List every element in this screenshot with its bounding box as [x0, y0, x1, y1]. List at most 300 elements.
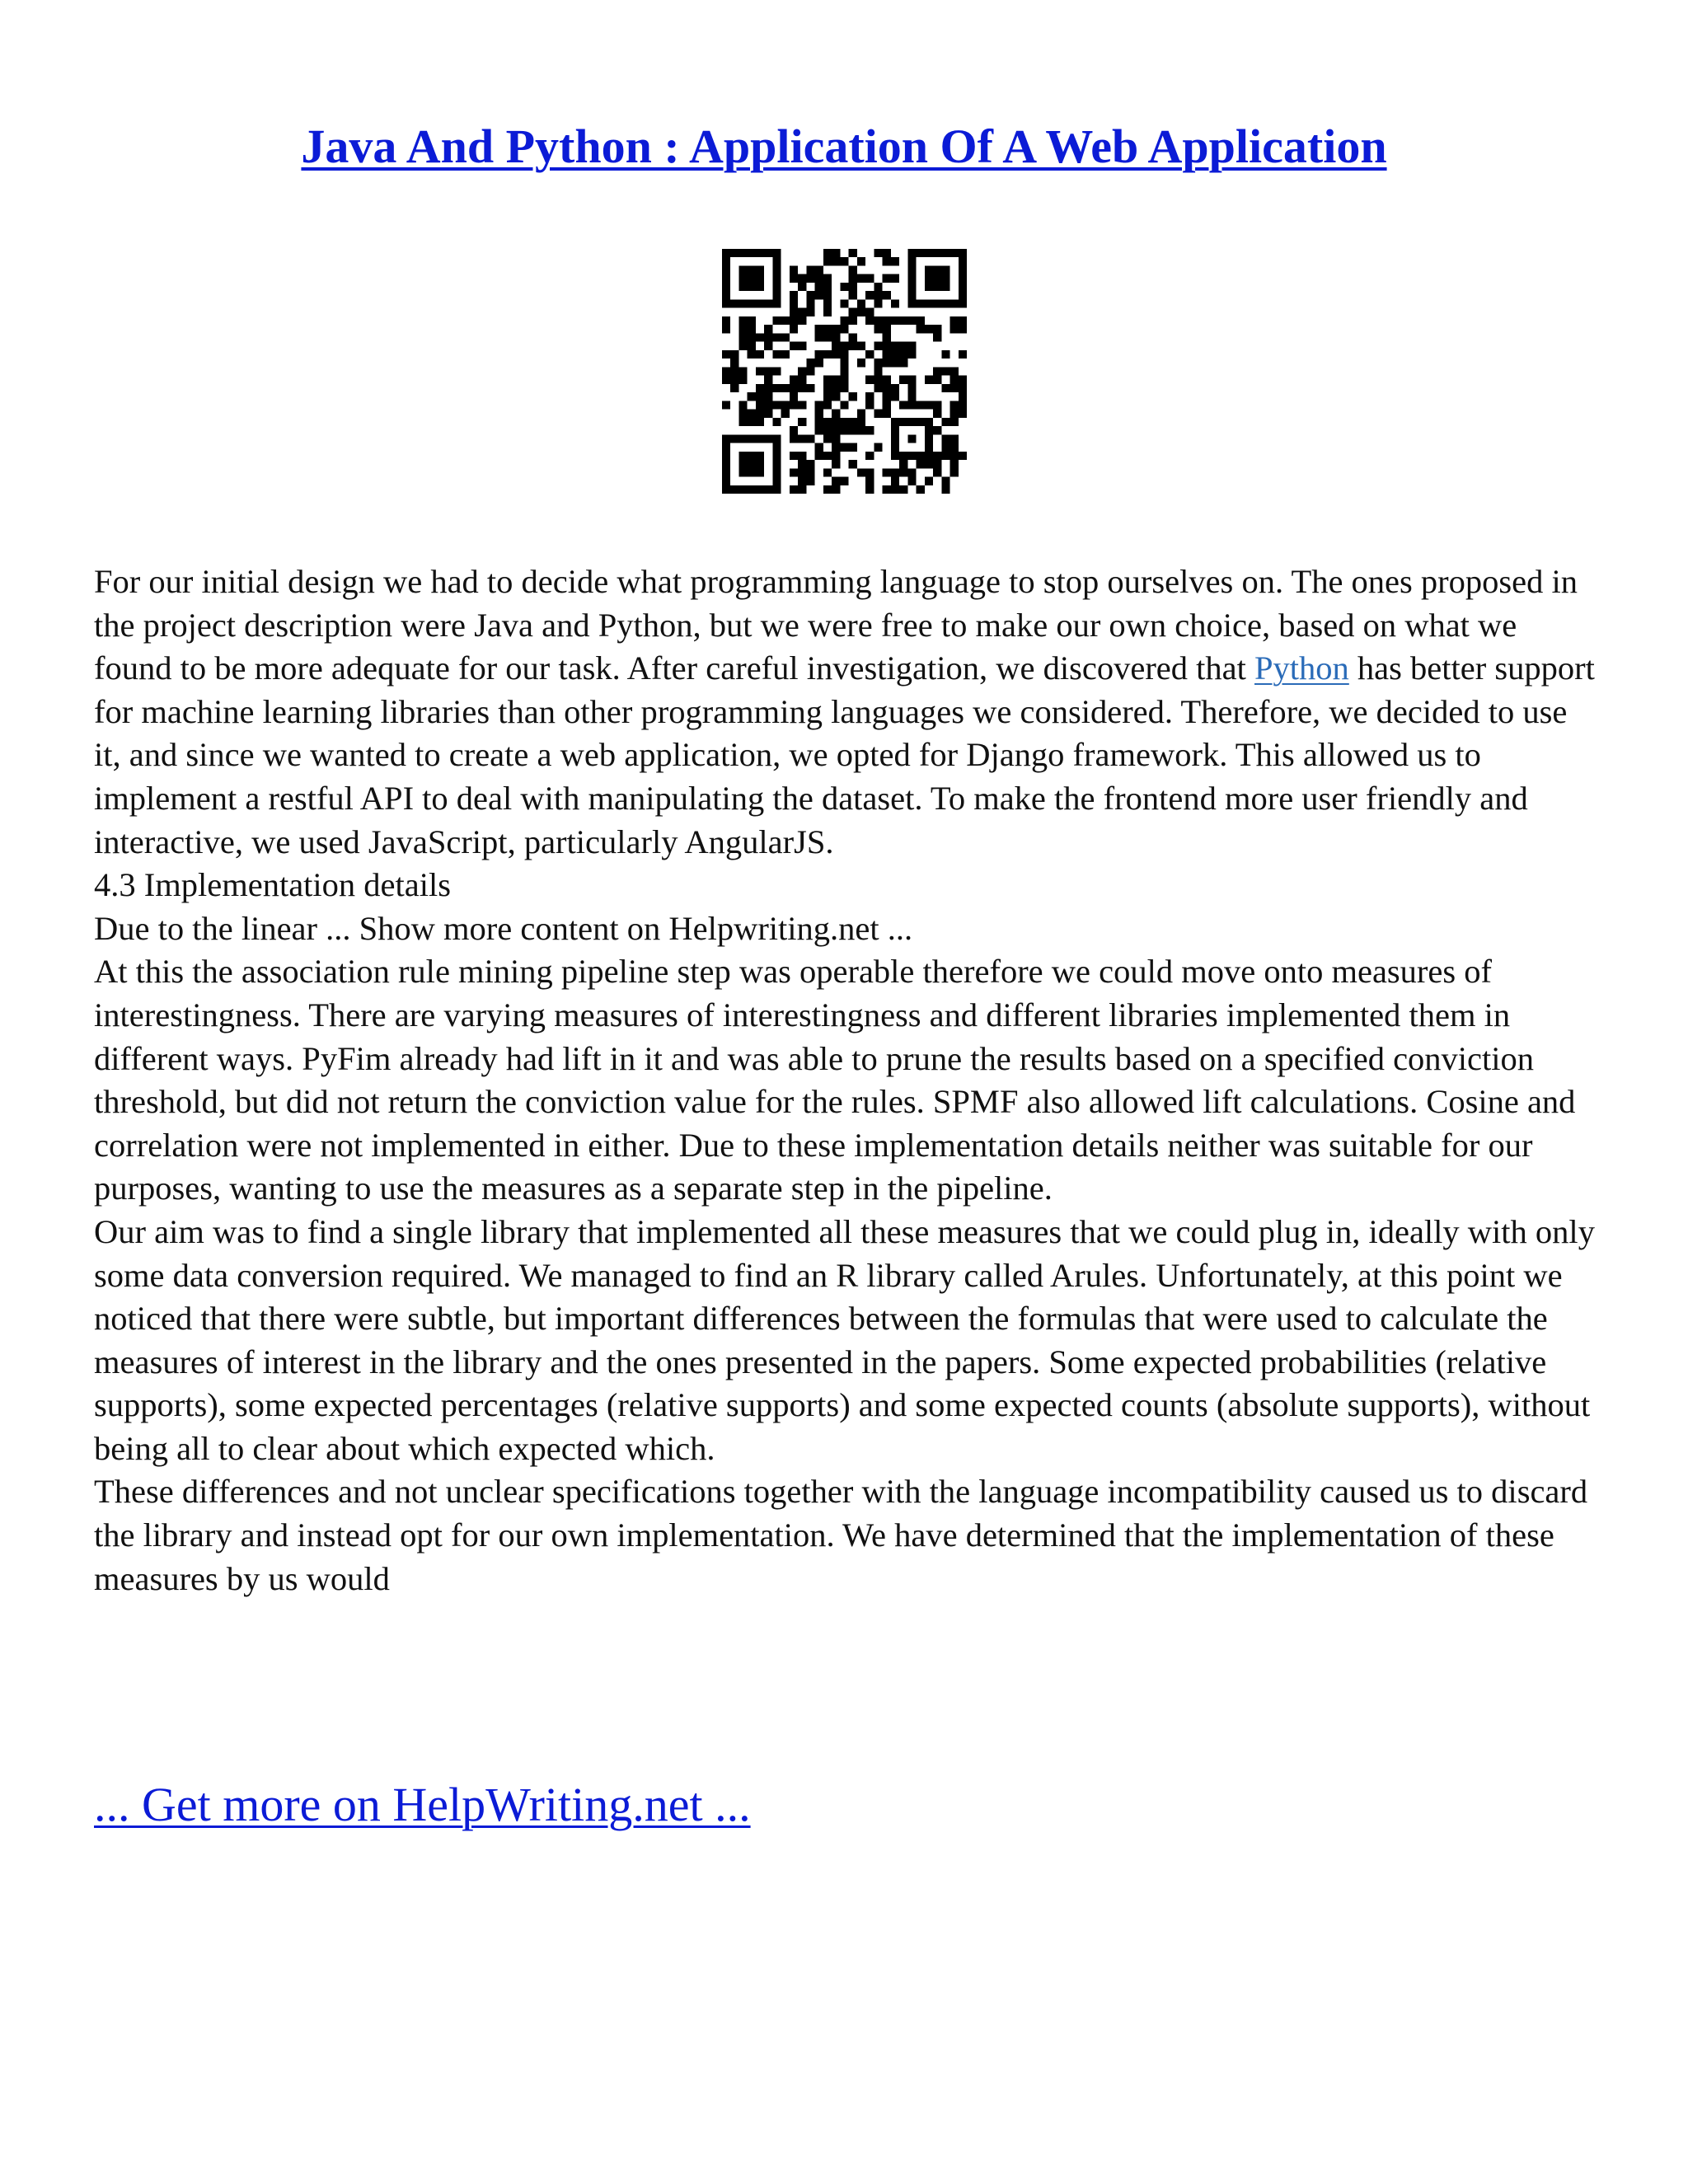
qr-module	[917, 452, 925, 460]
qr-module	[722, 257, 730, 265]
qr-module	[874, 316, 882, 325]
qr-module	[874, 367, 882, 375]
qr-module	[941, 274, 950, 283]
qr-module	[840, 376, 848, 384]
qr-module	[738, 274, 747, 283]
qr-module	[790, 384, 798, 392]
get-more-link[interactable]: ... Get more on HelpWriting.net ...	[94, 1778, 751, 1831]
qr-module	[756, 410, 764, 418]
qr-module	[790, 452, 798, 460]
qr-module	[764, 333, 772, 341]
qr-module	[849, 291, 857, 299]
qr-module	[764, 410, 772, 418]
qr-module	[815, 426, 823, 434]
qr-module	[798, 376, 806, 384]
qr-module	[832, 410, 840, 418]
qr-module	[798, 401, 806, 409]
qr-module	[832, 452, 840, 460]
qr-module	[874, 299, 882, 307]
qr-module	[925, 376, 933, 384]
qr-module	[798, 384, 806, 392]
qr-module	[907, 299, 916, 307]
qr-module	[798, 283, 806, 291]
qr-module	[790, 265, 798, 274]
qr-code-icon	[722, 249, 967, 494]
qr-module	[857, 359, 865, 367]
qr-module	[899, 350, 907, 359]
get-more-container	[94, 1774, 751, 1836]
qr-module	[748, 316, 756, 325]
qr-module	[849, 316, 857, 325]
qr-module	[899, 359, 907, 367]
qr-module	[941, 299, 950, 307]
qr-module	[950, 460, 959, 468]
qr-module	[823, 308, 832, 316]
qr-module	[738, 460, 747, 468]
qr-module	[907, 265, 916, 274]
qr-module	[772, 274, 781, 283]
qr-module	[798, 434, 806, 443]
qr-module	[790, 316, 798, 325]
qr-module	[722, 485, 730, 494]
qr-module	[764, 342, 772, 350]
paragraph-intro-text-2: has better support for machine learning libraries than other programming languages we considered. Therefore, we decided to use it, and since we wanted to create a web application, we opted for Django framework. This allowed us to implement a restful API to deal with manipulating the dataset. To make the frontend more user friendly and interactive, we used JavaScript, particularly AngularJS.	[94, 649, 1595, 860]
qr-module	[950, 401, 959, 409]
qr-module	[738, 249, 747, 257]
qr-module	[756, 401, 764, 409]
qr-module	[933, 426, 941, 434]
qr-module	[891, 426, 899, 434]
qr-module	[781, 401, 790, 409]
qr-module	[959, 257, 967, 265]
qr-module	[748, 434, 756, 443]
qr-module	[806, 367, 814, 375]
qr-module	[815, 418, 823, 426]
qr-module	[823, 333, 832, 341]
qr-module	[756, 333, 764, 341]
paragraph-intro	[94, 560, 1602, 864]
qr-module	[832, 384, 840, 392]
qr-module	[857, 274, 865, 283]
qr-module	[891, 418, 899, 426]
qr-module	[959, 283, 967, 291]
qr-module	[883, 316, 891, 325]
qr-module	[883, 325, 891, 333]
qr-module	[806, 460, 814, 468]
qr-module	[823, 376, 832, 384]
paragraph-intro-text-1: For our initial design we had to decide what programming language to stop ourselves on. The ones proposed in the project description were Java and Python, but we were free to make our own choice, based on what we found to be more adequate for our task. After careful investigation, we discovered that	[94, 563, 1578, 687]
qr-module	[840, 359, 848, 367]
qr-module	[891, 485, 899, 494]
qr-module	[891, 392, 899, 401]
title-link[interactable]: Java And Python : Application Of A Web Application	[301, 120, 1387, 173]
qr-module	[823, 283, 832, 291]
qr-module	[907, 249, 916, 257]
qr-module	[832, 376, 840, 384]
qr-module	[849, 333, 857, 341]
qr-module	[917, 401, 925, 409]
qr-module	[959, 376, 967, 384]
qr-module	[950, 434, 959, 443]
qr-module	[790, 426, 798, 434]
qr-module	[883, 376, 891, 384]
qr-module	[756, 452, 764, 460]
qr-module	[925, 477, 933, 485]
qr-module	[772, 477, 781, 485]
qr-module	[849, 274, 857, 283]
qr-module	[857, 299, 865, 307]
qr-module	[941, 418, 950, 426]
qr-module	[781, 316, 790, 325]
qr-module	[883, 274, 891, 283]
qr-module	[840, 443, 848, 452]
qr-module	[738, 265, 747, 274]
qr-module	[823, 249, 832, 257]
qr-module	[748, 468, 756, 476]
paragraph-library: Our aim was to find a single library that implemented all these measures that we could plug in, ideally with only some data conversion required. We managed to find an R library called Arules. Unfortunately, at this point we noticed that there were subtle, but important differences between the formulas that were used to calculate the measures of interest in the library and the ones presented in the papers. Some expected probabilities (relative supports), some expected percentages (relative supports) and some expected counts (absolute supports), without being all to clear about which expected which.	[94, 1212, 1595, 1467]
qr-module	[738, 333, 747, 341]
qr-module	[959, 410, 967, 418]
qr-module	[865, 291, 874, 299]
qr-module	[730, 249, 738, 257]
qr-module	[899, 316, 907, 325]
qr-module	[748, 325, 756, 333]
qr-module	[798, 367, 806, 375]
qr-module	[925, 249, 933, 257]
qr-module	[756, 350, 764, 359]
qr-module	[849, 283, 857, 291]
qr-module	[748, 265, 756, 274]
qr-module	[865, 452, 874, 460]
qr-module	[917, 460, 925, 468]
qr-module	[933, 367, 941, 375]
qr-module	[798, 342, 806, 350]
qr-module	[756, 392, 764, 401]
qr-module	[874, 359, 882, 367]
qr-module	[933, 410, 941, 418]
qr-module	[722, 460, 730, 468]
qr-module	[722, 477, 730, 485]
qr-module	[722, 316, 730, 325]
qr-module	[933, 452, 941, 460]
qr-module	[950, 367, 959, 375]
qr-module	[764, 392, 772, 401]
qr-module	[907, 283, 916, 291]
qr-module	[857, 257, 865, 265]
qr-module	[815, 410, 823, 418]
qr-module	[907, 477, 916, 485]
qr-module	[883, 350, 891, 359]
qr-module	[790, 392, 798, 401]
qr-module	[798, 460, 806, 468]
qr-module	[950, 299, 959, 307]
qr-module	[832, 434, 840, 443]
qr-module	[738, 468, 747, 476]
qr-module	[883, 359, 891, 367]
qr-module	[798, 477, 806, 485]
qr-module	[832, 418, 840, 426]
qr-module	[815, 291, 823, 299]
qr-module	[865, 308, 874, 316]
qr-module	[730, 299, 738, 307]
qr-module	[756, 274, 764, 283]
qr-module	[815, 443, 823, 452]
qr-module	[730, 367, 738, 375]
qr-module	[832, 443, 840, 452]
qr-module	[959, 274, 967, 283]
qr-module	[950, 249, 959, 257]
qr-module	[772, 401, 781, 409]
qr-module	[891, 468, 899, 476]
qr-module	[823, 468, 832, 476]
qr-module	[832, 249, 840, 257]
qr-module	[738, 283, 747, 291]
qr-module	[917, 485, 925, 494]
qr-module	[917, 418, 925, 426]
qr-module	[874, 384, 882, 392]
section-heading: 4.3 Implementation details	[94, 866, 452, 904]
qr-module	[925, 283, 933, 291]
qr-module	[840, 384, 848, 392]
qr-module	[907, 418, 916, 426]
qr-module	[738, 376, 747, 384]
qr-module	[907, 291, 916, 299]
qr-module	[883, 342, 891, 350]
qr-module	[756, 265, 764, 274]
qr-module	[857, 468, 865, 476]
qr-module	[738, 410, 747, 418]
qr-module	[857, 418, 865, 426]
qr-module	[907, 376, 916, 384]
qr-module	[865, 316, 874, 325]
qr-module	[891, 384, 899, 392]
qr-module	[840, 367, 848, 375]
qr-module	[874, 342, 882, 350]
qr-module	[840, 299, 848, 307]
qr-module	[950, 410, 959, 418]
qr-code-graphic	[722, 249, 967, 494]
qr-module	[823, 384, 832, 392]
qr-module	[790, 434, 798, 443]
qr-module	[899, 460, 907, 468]
qr-module	[874, 443, 882, 452]
qr-module	[874, 291, 882, 299]
qr-module	[748, 333, 756, 341]
qr-module	[722, 443, 730, 452]
qr-module	[772, 485, 781, 494]
qr-module	[790, 308, 798, 316]
qr-module	[806, 299, 814, 307]
qr-module	[941, 485, 950, 494]
qr-module	[764, 485, 772, 494]
qr-module	[722, 468, 730, 476]
qr-module	[959, 265, 967, 274]
qr-module	[790, 299, 798, 307]
qr-module	[790, 401, 798, 409]
qr-module	[823, 485, 832, 494]
qr-module	[933, 401, 941, 409]
qr-module	[790, 468, 798, 476]
qr-module	[874, 376, 882, 384]
qr-module	[950, 418, 959, 426]
qr-module	[941, 477, 950, 485]
qr-module	[865, 376, 874, 384]
qr-module	[925, 452, 933, 460]
qr-module	[781, 410, 790, 418]
qr-module	[883, 468, 891, 476]
qr-module	[925, 443, 933, 452]
qr-module	[815, 274, 823, 283]
qr-module	[865, 468, 874, 476]
qr-module	[925, 325, 933, 333]
qr-module	[781, 384, 790, 392]
qr-module	[738, 342, 747, 350]
qr-module	[907, 434, 916, 443]
qr-module	[925, 460, 933, 468]
qr-module	[772, 299, 781, 307]
qr-module	[832, 392, 840, 401]
qr-module	[806, 434, 814, 443]
qr-module	[722, 434, 730, 443]
qr-module	[798, 316, 806, 325]
qr-module	[907, 342, 916, 350]
paragraph-conclusion: These differences and not unclear specifications together with the language incompatibility caused us to discard the library and instead opt for our own implementation. We have determined that the implementation of these measures by us would	[94, 1473, 1588, 1597]
qr-module	[883, 485, 891, 494]
qr-module	[772, 460, 781, 468]
qr-module	[925, 418, 933, 426]
qr-module	[950, 468, 959, 476]
qr-module	[798, 274, 806, 283]
qr-module	[840, 316, 848, 325]
qr-module	[748, 299, 756, 307]
teaser-text: Due to the linear ... Show more content on Helpwriting.net ...	[94, 909, 913, 947]
qr-module	[748, 249, 756, 257]
qr-module	[738, 434, 747, 443]
qr-module	[764, 384, 772, 392]
qr-module	[738, 418, 747, 426]
qr-module	[933, 283, 941, 291]
qr-module	[950, 384, 959, 392]
qr-module	[756, 384, 764, 392]
qr-module	[925, 299, 933, 307]
qr-module	[891, 359, 899, 367]
article-body	[94, 560, 1602, 1601]
qr-module	[756, 485, 764, 494]
qr-module	[925, 265, 933, 274]
qr-module	[874, 249, 882, 257]
qr-module	[772, 249, 781, 257]
qr-module	[941, 367, 950, 375]
qr-module	[748, 342, 756, 350]
qr-module	[756, 418, 764, 426]
qr-module	[730, 434, 738, 443]
qr-module	[764, 249, 772, 257]
qr-module	[891, 316, 899, 325]
qr-module	[840, 401, 848, 409]
qr-module	[798, 468, 806, 476]
qr-module	[891, 342, 899, 350]
qr-module	[748, 274, 756, 283]
qr-module	[806, 291, 814, 299]
qr-module	[748, 452, 756, 460]
qr-module	[899, 342, 907, 350]
qr-module	[815, 325, 823, 333]
qr-module	[772, 350, 781, 359]
qr-module	[823, 426, 832, 434]
qr-module	[815, 350, 823, 359]
qr-module	[941, 265, 950, 274]
qr-module	[764, 299, 772, 307]
qr-module	[907, 468, 916, 476]
qr-module	[891, 350, 899, 359]
qr-module	[756, 367, 764, 375]
qr-module	[738, 485, 747, 494]
qr-module	[832, 485, 840, 494]
qr-module	[722, 350, 730, 359]
qr-module	[832, 333, 840, 341]
qr-module	[823, 392, 832, 401]
qr-module	[933, 460, 941, 468]
qr-module	[798, 418, 806, 426]
qr-module	[832, 477, 840, 485]
qr-module	[840, 257, 848, 265]
qr-module	[756, 468, 764, 476]
qr-module	[730, 376, 738, 384]
qr-module	[815, 359, 823, 367]
python-link[interactable]: Python	[1254, 649, 1349, 687]
qr-module	[772, 333, 781, 341]
qr-module	[748, 392, 756, 401]
qr-module	[815, 401, 823, 409]
qr-module	[891, 443, 899, 452]
qr-module	[832, 342, 840, 350]
qr-module	[959, 350, 967, 359]
qr-module	[950, 316, 959, 325]
qr-module	[772, 468, 781, 476]
qr-module	[883, 392, 891, 401]
qr-module	[907, 401, 916, 409]
qr-module	[772, 265, 781, 274]
qr-module	[722, 274, 730, 283]
qr-module	[907, 274, 916, 283]
qr-module	[722, 299, 730, 307]
qr-module	[756, 283, 764, 291]
qr-module	[823, 434, 832, 443]
qr-module	[849, 342, 857, 350]
qr-module	[941, 283, 950, 291]
qr-module	[840, 342, 848, 350]
document-title	[0, 115, 1688, 178]
qr-module	[941, 434, 950, 443]
qr-module	[722, 401, 730, 409]
qr-module	[756, 460, 764, 468]
qr-module	[941, 384, 950, 392]
qr-module	[840, 325, 848, 333]
qr-module	[891, 434, 899, 443]
qr-module	[790, 291, 798, 299]
qr-module	[832, 325, 840, 333]
qr-module	[815, 283, 823, 291]
qr-module	[941, 443, 950, 452]
qr-module	[933, 468, 941, 476]
qr-module	[722, 367, 730, 375]
qr-module	[722, 325, 730, 333]
qr-module	[772, 283, 781, 291]
qr-module	[730, 350, 738, 359]
qr-module	[907, 257, 916, 265]
qr-module	[823, 274, 832, 283]
qr-module	[959, 401, 967, 409]
